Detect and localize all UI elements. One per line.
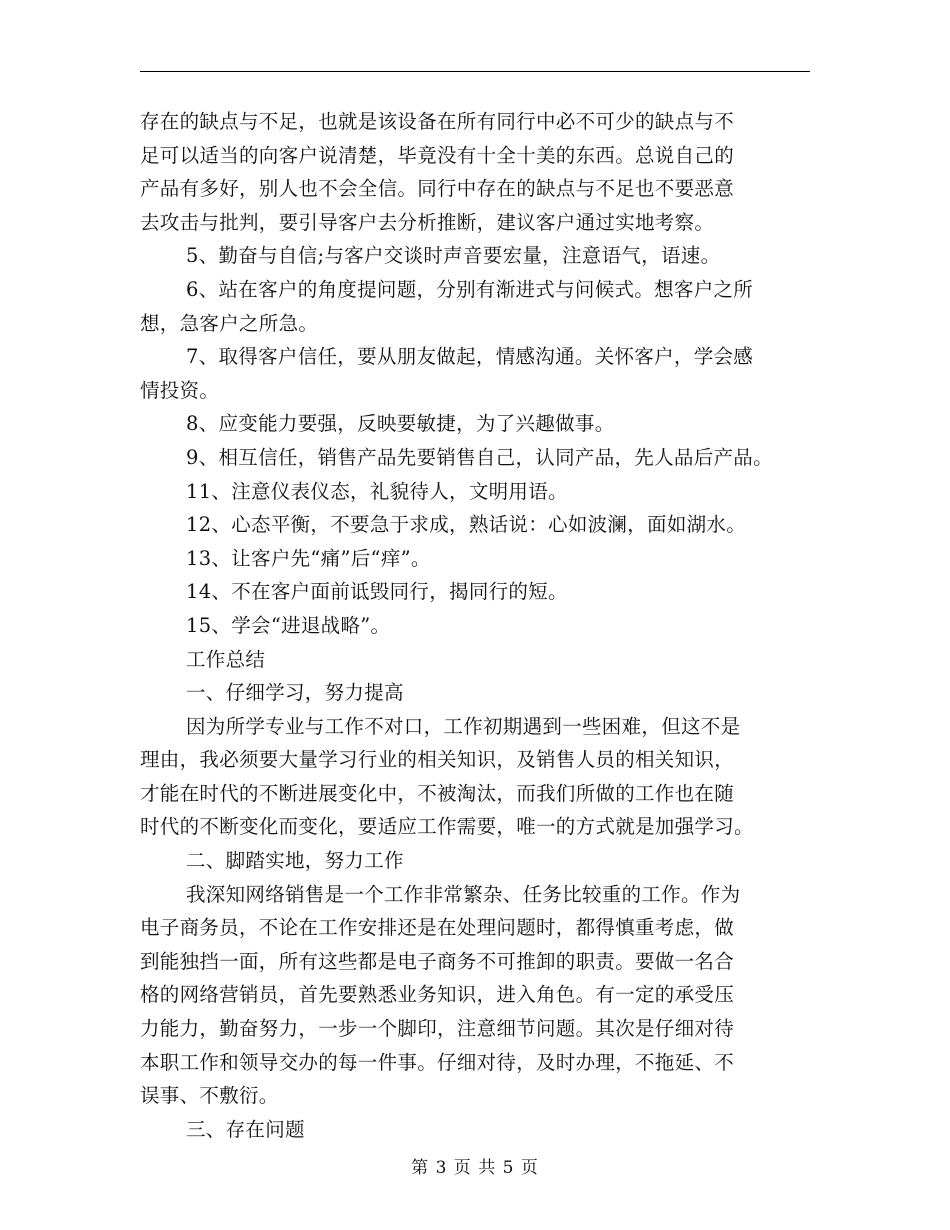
text-line: 7、取得客户信任，要从朋友做起，情感沟通。关怀客户，学会感 [186, 345, 754, 369]
text-line: 5、勤奋与自信;与客户交谈时声音要宏量，注意语气，语速。 [186, 244, 721, 268]
text-line: 情投资。 [140, 378, 220, 402]
text-line: 三、存在问题 [186, 1117, 305, 1141]
text-line: 6、站在客户的角度提问题，分别有渐进式与问候式。想客户之所 [186, 277, 754, 301]
text-line: 才能在时代的不断进展变化中，不被淘汰，而我们所做的工作也在随 [140, 781, 735, 805]
text-line: 想，急客户之所急。 [140, 311, 319, 335]
text-line: 到能独挡一面，所有这些都是电子商务不可推卸的职责。要做一名合 [140, 949, 735, 973]
text-line: 15、学会“进退战略”。 [186, 613, 391, 637]
text-line: 力能力，勤奋努力，一步一个脚印，注意细节问题。其次是仔细对待 [140, 1017, 735, 1041]
text-line: 8、应变能力要强，反映要敏捷，为了兴趣做事。 [186, 412, 615, 436]
text-line: 我深知网络销售是一个工作非常繁杂、任务比较重的工作。作为 [186, 882, 741, 906]
text-line: 格的网络营销员，首先要熟悉业务知识，进入角色。有一定的承受压 [140, 983, 735, 1007]
page-footer: 第 3 页 共 5 页 [411, 1158, 539, 1178]
text-line: 足可以适当的向客户说清楚，毕竟没有十全十美的东西。总说自己的 [140, 143, 735, 167]
text-line: 理由，我必须要大量学习行业的相关知识，及销售人员的相关知识， [140, 748, 735, 772]
text-line: 本职工作和领导交办的每一件事。仔细对待，及时办理，不拖延、不 [140, 1050, 735, 1074]
header-rule [140, 71, 810, 72]
text-line: 14、不在客户面前诋毁同行，揭同行的短。 [186, 580, 568, 604]
text-line: 时代的不断变化而变化，要适应工作需要，唯一的方式就是加强学习。 [140, 815, 754, 839]
text-line: 9、相互信任，销售产品先要销售自己，认同产品，先人品后产品。 [186, 445, 773, 469]
text-line: 误事、不敷衍。 [140, 1084, 279, 1108]
text-line: 二、脚踏实地，努力工作 [186, 849, 404, 873]
text-line: 13、让客户先“痛”后“痒”。 [186, 546, 431, 570]
text-line: 电子商务员，不论在工作安排还是在处理问题时，都得慎重考虑，做 [140, 916, 735, 940]
text-line: 产品有多好，别人也不会全信。同行中存在的缺点与不足也不要恶意 [140, 177, 735, 201]
text-line: 因为所学专业与工作不对口，工作初期遇到一些困难，但这不是 [186, 714, 741, 738]
text-line: 工作总结 [186, 647, 266, 671]
text-line: 一、仔细学习，努力提高 [186, 681, 404, 705]
text-line: 去攻击与批判，要引导客户去分析推断，建议客户通过实地考察。 [140, 210, 715, 234]
text-line: 12、心态平衡，不要急于求成，熟话说：心如波澜，面如湖水。 [186, 513, 747, 537]
document-body [140, 105, 820, 1146]
text-line: 存在的缺点与不足，也就是该设备在所有同行中必不可少的缺点与不 [140, 110, 735, 133]
text-line: 11、注意仪表仪态，礼貌待人，文明用语。 [186, 479, 568, 503]
